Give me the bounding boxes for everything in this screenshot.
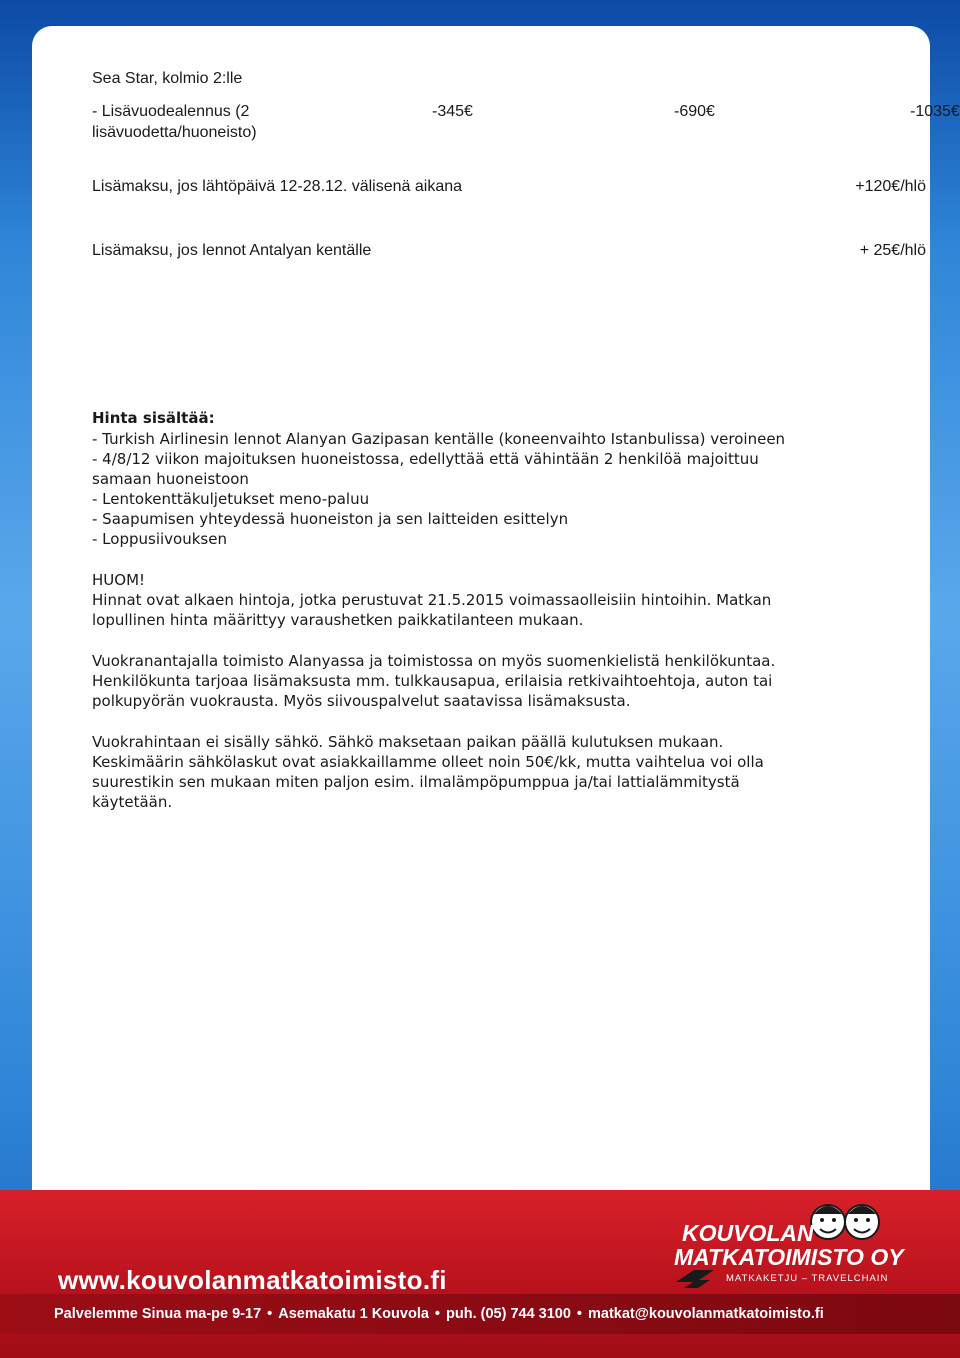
office-line: Vuokranantajalla toimisto Alanyassa ja toimistossa on myös suomenkielistä henkilökuntaa. — [92, 652, 776, 670]
logo-tagline: MATKAKETJU – TRAVELCHAIN — [726, 1273, 889, 1284]
huom-line: Hinnat ovat alkaen hintoja, jotka perustuvat 21.5.2015 voimassaolleisiin hintoihin. Matkan — [92, 591, 772, 609]
extra-bed-discount-4wk: -345€ — [432, 103, 473, 120]
huom-line: lopullinen hinta määrittyy varaushetken paikkatilanteen mukaan. — [92, 611, 584, 629]
extra-bed-discount-12wk: -1035€ — [910, 103, 960, 120]
extra-bed-discount-label-line2: lisävuodetta/huoneisto) — [92, 124, 257, 141]
electricity-line: Vuokrahintaan ei sisälly sähkö. Sähkö maksetaan paikan päällä kulutuksen mukaan. — [92, 733, 724, 751]
website-link[interactable]: www.kouvolanmatkatoimisto.fi — [58, 1265, 447, 1295]
electricity-line: Keskimäärin sähkölaskut ovat asiakkaillamme olleet noin 50€/kk, mutta vaihtelua voi olla — [92, 753, 764, 771]
footer-banner — [0, 1190, 960, 1358]
electricity-line: käytetään. — [92, 793, 173, 811]
email-link[interactable]: matkat@kouvolanmatkatoimisto.fi — [588, 1306, 824, 1322]
christmas-surcharge-value: +120€/hlö — [855, 178, 926, 195]
contact-line — [54, 1306, 824, 1322]
antalya-surcharge-value: + 25€/hlö — [859, 242, 926, 259]
separator-dot: • — [434, 1306, 440, 1322]
phone-number[interactable]: puh. (05) 744 3100 — [446, 1306, 571, 1322]
extra-bed-discount-label-line1: - Lisävuodealennus (2 — [92, 103, 250, 120]
logo-line2: MATKATOIMISTO OY — [674, 1244, 904, 1270]
includes-line: - Lentokenttäkuljetukset meno-paluu — [92, 490, 370, 508]
includes-line: - 4/8/12 viikon majoituksen huoneistossa, edellyttää että vähintään 2 henkilöä majoittuu — [92, 450, 759, 468]
office-line: polkupyörän vuokrausta. Myös siivouspalvelut saatavissa lisämaksusta. — [92, 692, 631, 710]
electricity-line: suurestikin sen mukaan miten paljon esim. ilmalämpöpumppua ja/tai lattialämmitystä — [92, 773, 740, 791]
extra-bed-discount-8wk: -690€ — [674, 103, 715, 120]
includes-line: samaan huoneistoon — [92, 470, 249, 488]
includes-line: - Loppusiivouksen — [92, 530, 227, 548]
office-address: Asemakatu 1 Kouvola — [278, 1306, 429, 1322]
includes-line: - Turkish Airlinesin lennot Alanyan Gazipasan kentälle (koneenvaihto Istanbulissa) veroineen — [92, 430, 786, 448]
company-logo — [672, 1198, 912, 1298]
separator-dot: • — [576, 1306, 582, 1322]
mascot-faces-icon — [806, 1198, 886, 1244]
office-hours: Palvelemme Sinua ma-pe 9-17 — [54, 1306, 262, 1322]
document-page — [32, 26, 930, 1258]
christmas-surcharge-label: Lisämaksu, jos lähtöpäivä 12-28.12. välisenä aikana — [92, 178, 463, 195]
pricing-header: Sea Star, kolmio 2:lle — [92, 70, 243, 87]
travelchain-mark-icon — [674, 1268, 720, 1290]
includes-title: Hinta sisältää: — [92, 409, 215, 427]
logo-line1: KOUVOLAN — [682, 1220, 814, 1246]
office-line: Henkilökunta tarjoaa lisämaksusta mm. tulkkausapua, erilaisia retkivaihtoehtoja, auton tai — [92, 672, 773, 690]
separator-dot: • — [267, 1306, 273, 1322]
huom-label: HUOM! — [92, 571, 146, 589]
includes-line: - Saapumisen yhteydessä huoneiston ja sen laitteiden esittelyn — [92, 510, 569, 528]
antalya-surcharge-label: Lisämaksu, jos lennot Antalyan kentälle — [92, 242, 372, 259]
